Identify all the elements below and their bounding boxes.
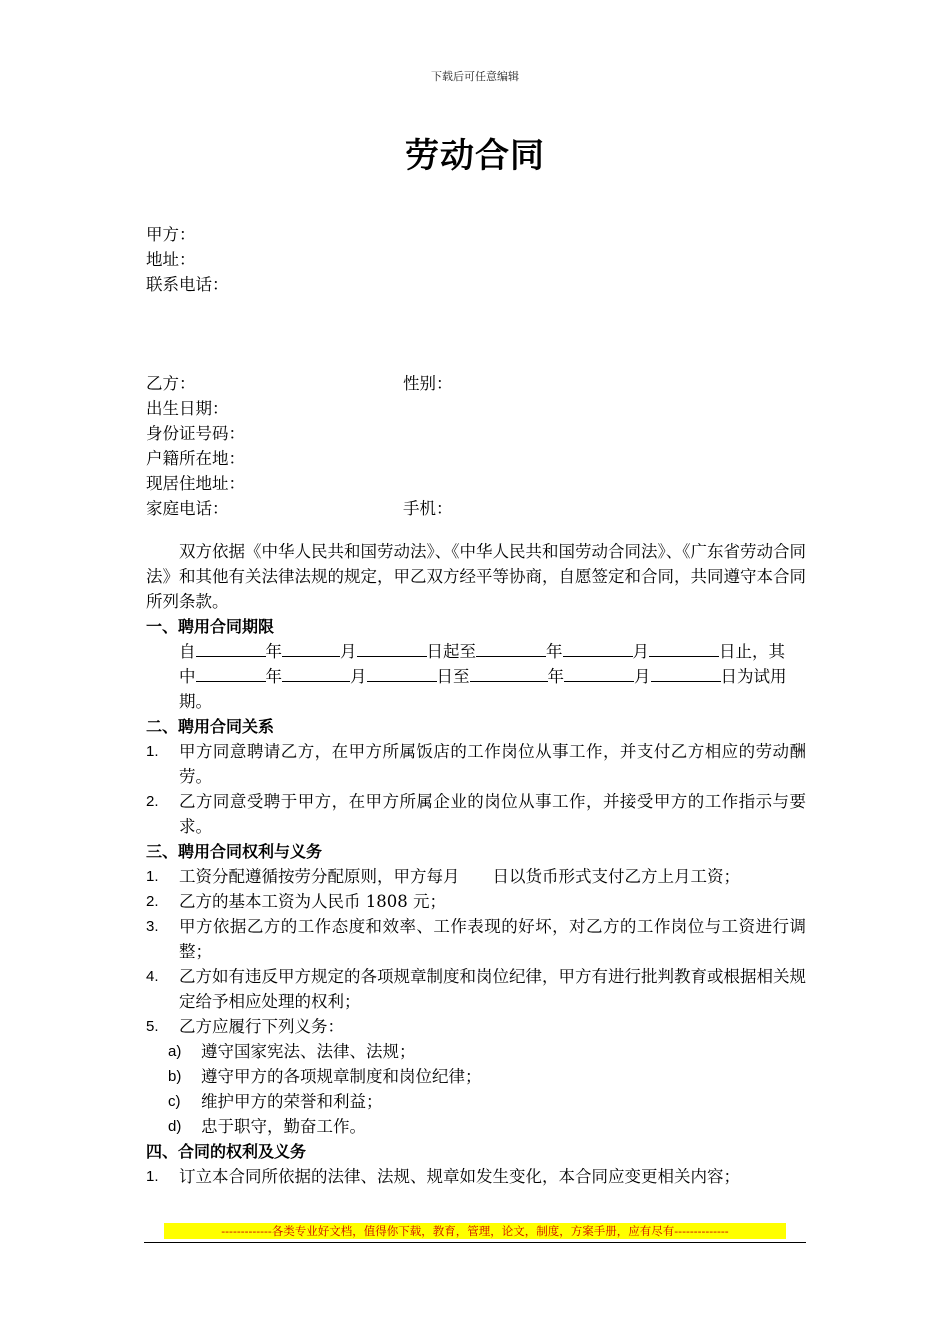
item-number: 4. (146, 968, 159, 985)
party-a-address-label: 地址： (146, 250, 196, 269)
party-b-home-phone-label: 家庭电话： (146, 499, 229, 518)
item-number: a) (168, 1043, 182, 1060)
party-b-name-row (146, 371, 806, 396)
item-text: 维护甲方的荣誉和利益； (201, 1092, 383, 1111)
sub-list-item (146, 1089, 806, 1114)
list-item (146, 964, 806, 1014)
sub-list-item (146, 1039, 806, 1064)
blank-line (651, 665, 721, 682)
item-number: 5. (146, 1018, 159, 1035)
item-number: 2. (146, 793, 159, 810)
contract-period-text (146, 639, 806, 714)
item-number: c) (168, 1093, 181, 1110)
period-word: 年 (546, 642, 563, 661)
item-number: d) (168, 1118, 182, 1135)
item-text: 甲方依据乙方的工作态度和效率、工作表现的好坏，对乙方的工作岗位与工资进行调整； (179, 917, 806, 961)
document-body (146, 222, 806, 1189)
party-b-birth-label: 出生日期： (146, 399, 229, 418)
item-number: 3. (146, 918, 159, 935)
period-word: 月 (340, 642, 357, 661)
period-word: 日起至 (426, 642, 476, 661)
item-number: 1. (146, 868, 159, 885)
blank-line (367, 665, 437, 682)
item-text: 遵守甲方的各项规章制度和岗位纪律； (201, 1067, 482, 1086)
item-text: 遵守国家宪法、法律、法规； (201, 1042, 416, 1061)
sub-list-item (146, 1064, 806, 1089)
header-note: 下载后可任意编辑 (431, 70, 519, 83)
item-text: 乙方的基本工资为人民币 1808 元； (179, 892, 446, 911)
item-number: 1. (146, 1168, 159, 1185)
period-word: 月 (634, 667, 651, 686)
blank-line (357, 640, 427, 657)
blank-line (563, 640, 633, 657)
footer-banner: -------------各类专业好文档，值得你下载，教育，管理，论文，制度，方案手册，应有尽有-------------- (164, 1223, 786, 1239)
blank-line (470, 665, 548, 682)
item-text: 甲方同意聘请乙方，在甲方所属饭店的工作岗位从事工作，并支付乙方相应的劳动酬劳。 (179, 742, 806, 786)
blank-line (282, 640, 340, 657)
party-b-phone-row (146, 496, 806, 521)
item-text: 订立本合同所依据的法律、法规、规章如发生变化，本合同应变更相关内容； (179, 1167, 740, 1186)
page-title: 劳动合同 (405, 136, 545, 176)
period-word: 月 (350, 667, 367, 686)
period-word: 日为试用 (720, 667, 787, 686)
party-a-phone-label: 联系电话： (146, 275, 229, 294)
period-word: 日至 (436, 667, 470, 686)
party-b-mobile-label: 手机： (403, 499, 453, 518)
sub-list-item (146, 1114, 806, 1139)
list-item (146, 739, 806, 789)
section-2-title: 二、聘用合同关系 (146, 717, 275, 736)
period-word: 日止，其 (719, 642, 785, 661)
section-1-title: 一、聘用合同期限 (146, 617, 275, 636)
blank-line (282, 665, 350, 682)
list-item (146, 1164, 806, 1189)
blank-line (564, 665, 634, 682)
item-text: 乙方同意受聘于甲方，在甲方所属企业的岗位从事工作，并接受甲方的工作指示与要求。 (179, 792, 806, 836)
list-item (146, 889, 806, 914)
party-b-id-label: 身份证号码： (146, 424, 245, 443)
item-text: 忠于职守，勤奋工作。 (201, 1117, 366, 1136)
list-item (146, 789, 806, 839)
blank-line (196, 640, 266, 657)
period-word: 年 (547, 667, 564, 686)
period-word: 期。 (179, 692, 212, 711)
item-text: 工资分配遵循按劳分配原则，甲方每月 日以货币形式支付乙方上月工资； (179, 867, 740, 886)
blank-line (196, 665, 266, 682)
party-b-residence-label: 现居住地址： (146, 474, 245, 493)
intro-paragraph: 双方依据《中华人民共和国劳动法》、《中华人民共和国劳动合同法》、《广东省劳动合同法》和其他有关法律法规的规定，甲乙双方经平等协商，自愿签定和合同，共同遵守本合同所列条款。 (146, 542, 806, 611)
item-number: 2. (146, 893, 159, 910)
party-a-name-label: 甲方： (146, 225, 196, 244)
party-b-name-label: 乙方： (146, 374, 196, 393)
footer-divider (144, 1242, 806, 1243)
section-4-title: 四、合同的权利及义务 (146, 1142, 307, 1161)
item-number: b) (168, 1068, 182, 1085)
item-text: 乙方应履行下列义务： (179, 1017, 344, 1036)
list-item (146, 914, 806, 964)
item-number: 1. (146, 743, 159, 760)
period-word: 自 (179, 642, 196, 661)
blank-line (476, 640, 546, 657)
period-word: 年 (265, 642, 282, 661)
item-text: 乙方如有违反甲方规定的各项规章制度和岗位纪律，甲方有进行批判教育或根据相关规定给予相应处理的权利； (179, 967, 806, 1011)
party-b-hukou-label: 户籍所在地： (146, 449, 245, 468)
list-item (146, 1014, 806, 1039)
period-word: 月 (632, 642, 649, 661)
party-b-gender-label: 性别： (403, 374, 453, 393)
blank-line (649, 640, 719, 657)
period-word: 年 (265, 667, 282, 686)
section-3-title: 三、聘用合同权利与义务 (146, 842, 323, 861)
period-word: 中 (179, 667, 196, 686)
list-item (146, 864, 806, 889)
